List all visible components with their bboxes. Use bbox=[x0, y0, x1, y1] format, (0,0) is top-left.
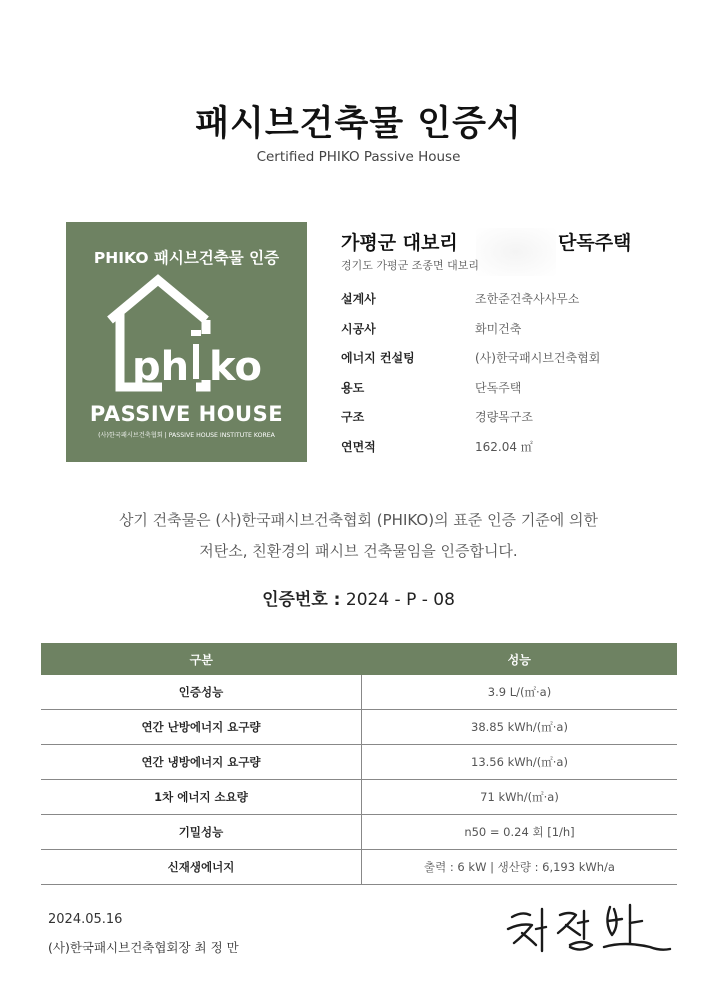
statement-line-2: 저탄소, 친환경의 패시브 건축물임을 인증합니다. bbox=[199, 542, 518, 560]
detail-row bbox=[341, 287, 661, 317]
certificate-number bbox=[0, 585, 717, 610]
certificate-title: 패시브건축물 인증서 bbox=[195, 104, 522, 144]
phiko-logo bbox=[66, 222, 307, 462]
column-header-category: 구분 bbox=[41, 643, 362, 675]
table-row bbox=[41, 815, 677, 850]
table-header-row bbox=[41, 643, 677, 675]
detail-value: (사)한국패시브건축협회 bbox=[475, 351, 601, 366]
detail-label: 구조 bbox=[341, 410, 365, 425]
statement-line-1: 상기 건축물은 (사)한국패시브건축협회 (PHIKO)의 표준 인증 기준에 의한 bbox=[118, 511, 599, 529]
table-row bbox=[41, 850, 677, 885]
row-value: 출력 : 6 kW | 생산량 : 6,193 kWh/a bbox=[362, 850, 678, 885]
detail-value: 화미건축 bbox=[475, 321, 522, 336]
performance-table bbox=[41, 643, 677, 885]
detail-label: 에너지 컨설팅 bbox=[341, 351, 415, 366]
detail-label: 연면적 bbox=[341, 439, 376, 454]
building-name: 가평군 대보리 bbox=[341, 232, 458, 254]
row-item: 신재생에너지 bbox=[41, 850, 362, 885]
redacted-area bbox=[476, 228, 556, 276]
logo-passive-house: PASSIVE HOUSE bbox=[89, 402, 284, 426]
table-row bbox=[41, 780, 677, 815]
signer-name: (사)한국패시브건축협회장 최 정 만 bbox=[48, 940, 239, 955]
detail-label: 시공사 bbox=[341, 321, 376, 336]
building-type: 단독주택 bbox=[558, 232, 632, 254]
row-value: 71 kWh/(㎡·a) bbox=[362, 780, 678, 815]
detail-row bbox=[341, 435, 661, 465]
signature-icon bbox=[500, 895, 680, 965]
table-row bbox=[41, 675, 677, 710]
logo-mark-text: ph bbox=[132, 344, 190, 390]
logo-institute: (사)한국패시브건축협회 | PASSIVE HOUSE INSTITUTE KOREA bbox=[98, 432, 275, 439]
row-item: 기밀성능 bbox=[41, 815, 362, 850]
detail-value: 162.04 ㎡ bbox=[475, 439, 533, 454]
row-item: 연간 냉방에너지 요구량 bbox=[41, 745, 362, 780]
table-row bbox=[41, 745, 677, 780]
certificate-number-value: 2024 - P - 08 bbox=[345, 590, 455, 610]
certificate-subtitle: Certified PHIKO Passive House bbox=[256, 149, 461, 165]
table-row bbox=[41, 710, 677, 745]
detail-label: 용도 bbox=[341, 380, 365, 395]
row-item: 1차 에너지 소요량 bbox=[41, 780, 362, 815]
detail-row bbox=[341, 317, 661, 347]
detail-value: 단독주택 bbox=[475, 380, 522, 395]
row-value: n50 = 0.24 회 [1/h] bbox=[362, 815, 678, 850]
row-item: 인증성능 bbox=[41, 675, 362, 710]
detail-value: 경량목구조 bbox=[475, 410, 533, 425]
issue-date: 2024.05.16 bbox=[48, 912, 123, 927]
house-mark-icon bbox=[66, 222, 307, 462]
certificate-number-label: 인증번호 : bbox=[262, 590, 341, 610]
svg-text:ko: ko bbox=[209, 344, 263, 390]
detail-value: 조한준건축사사무소 bbox=[475, 292, 580, 306]
detail-row bbox=[341, 405, 661, 435]
detail-label: 설계사 bbox=[341, 292, 376, 306]
row-value: 38.85 kWh/(㎡·a) bbox=[362, 710, 678, 745]
row-value: 3.9 L/(㎡·a) bbox=[362, 675, 678, 710]
row-item: 연간 난방에너지 요구량 bbox=[41, 710, 362, 745]
logo-top-text: PHIKO 패시브건축물 인증 bbox=[93, 249, 280, 267]
building-address: 경기도 가평군 조종면 대보리 bbox=[341, 259, 480, 272]
detail-row bbox=[341, 346, 661, 376]
building-details bbox=[341, 287, 661, 465]
detail-row bbox=[341, 376, 661, 406]
certification-statement bbox=[0, 505, 717, 567]
row-value: 13.56 kWh/(㎡·a) bbox=[362, 745, 678, 780]
column-header-performance: 성능 bbox=[362, 643, 678, 675]
